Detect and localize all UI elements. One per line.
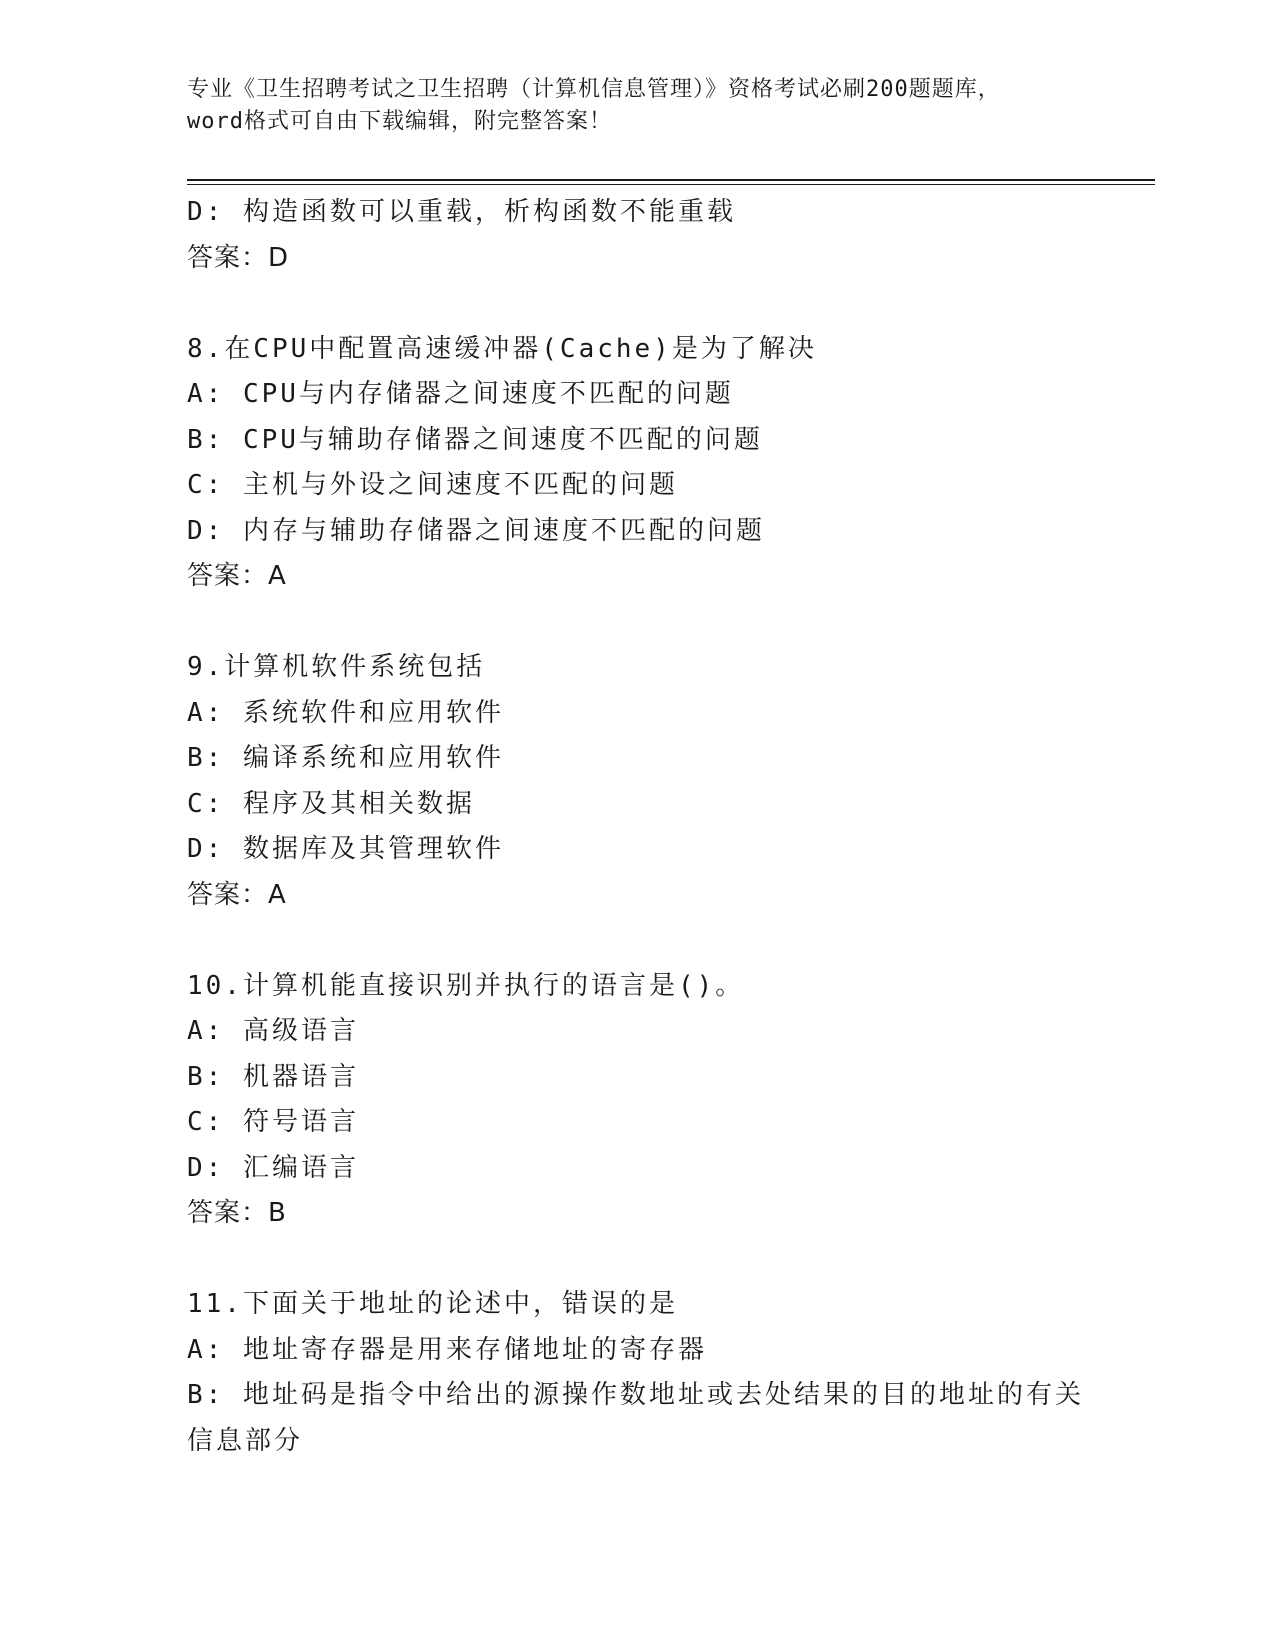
q10-option-d: D: 汇编语言 (187, 1152, 359, 1183)
document-header (187, 74, 1087, 138)
question-list (187, 190, 1087, 1464)
q8-option-a: A: CPU与内存储器之间速度不匹配的问题 (187, 379, 734, 409)
header-title-line-1: 专业《卫生招聘考试之卫生招聘（计算机信息管理）》资格考试必刷200题题库， (187, 77, 1001, 102)
question-11 (187, 1282, 1087, 1464)
q8-option-d: D: 内存与辅助存储器之间速度不匹配的问题 (187, 515, 765, 546)
question-10 (187, 964, 1087, 1237)
spacer (187, 281, 1087, 327)
q8-answer: 答案：A (187, 561, 287, 591)
q9-option-d: D: 数据库及其管理软件 (187, 834, 504, 864)
q9-option-a: A: 系统软件和应用软件 (187, 697, 504, 728)
question-9 (187, 645, 1087, 918)
q11-option-a: A: 地址寄存器是用来存储地址的寄存器 (187, 1334, 707, 1365)
q7-option-d: D: 构造函数可以重载，析构函数不能重载 (187, 197, 736, 227)
header-divider-thin (187, 184, 1155, 185)
q11-question: 11.下面关于地址的论述中，错误的是 (187, 1289, 678, 1319)
question-8 (187, 327, 1087, 600)
question-7 (187, 190, 1087, 281)
header-title-line-2: word格式可自由下载编辑，附完整答案！ (187, 109, 612, 134)
spacer (187, 918, 1087, 964)
q10-option-b: B: 机器语言 (187, 1061, 359, 1092)
q8-option-b: B: CPU与辅助存储器之间速度不匹配的问题 (187, 424, 763, 455)
q7-answer: 答案：D (187, 242, 290, 273)
q8-option-c: C: 主机与外设之间速度不匹配的问题 (187, 470, 678, 500)
q9-answer: 答案：A (187, 879, 287, 910)
spacer (187, 600, 1087, 646)
q10-question: 10.计算机能直接识别并执行的语言是()。 (187, 970, 745, 1001)
q8-question: 8.在CPU中配置高速缓冲器(Cache)是为了解决 (187, 333, 817, 364)
header-divider-thick (187, 179, 1155, 181)
q10-option-a: A: 高级语言 (187, 1016, 359, 1046)
spacer (187, 1237, 1087, 1283)
q11-option-b: B: 地址码是指令中给出的源操作数地址或去处结果的目的地址的有关信息部分 (187, 1380, 1084, 1456)
q9-option-c: C: 程序及其相关数据 (187, 788, 475, 819)
q10-answer: 答案：B (187, 1198, 287, 1228)
q10-option-c: C: 符号语言 (187, 1107, 359, 1137)
q9-option-b: B: 编译系统和应用软件 (187, 743, 504, 773)
q9-question: 9.计算机软件系统包括 (187, 652, 486, 682)
